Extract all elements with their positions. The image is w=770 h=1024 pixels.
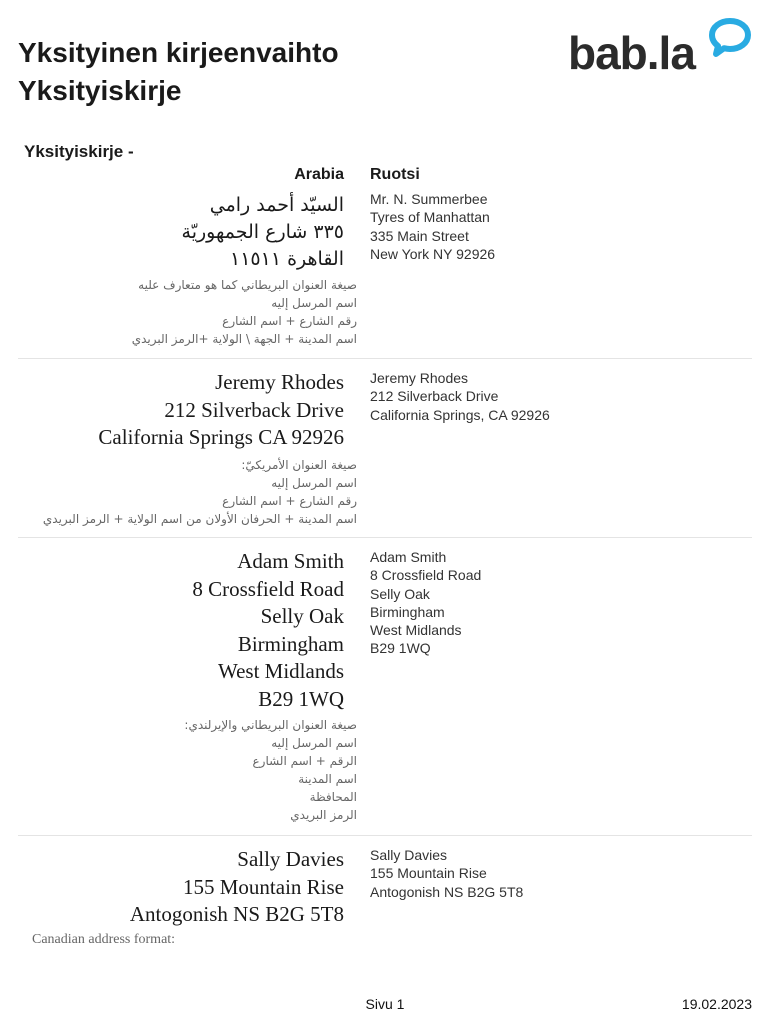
document-title bbox=[18, 34, 339, 110]
note-line: رقم الشارع + اسم الشارع bbox=[222, 494, 357, 508]
note-line: اسم المدينة + الجهة \ الولاية +الرمز البريدي bbox=[131, 332, 357, 346]
address-line: Adam Smith bbox=[237, 549, 344, 573]
address-line: Antogonish NS B2G 5T8 bbox=[129, 902, 344, 926]
column-heading-arabic: Arabia bbox=[294, 166, 344, 183]
translated-address bbox=[370, 548, 750, 658]
note-line: اسم المرسل إليه bbox=[271, 736, 357, 750]
address-line: Sally Davies bbox=[370, 847, 448, 863]
note-line: اسم المدينة bbox=[298, 772, 357, 786]
address-line: 212 Silverback Drive bbox=[164, 397, 344, 422]
note-line: اسم المرسل إليه bbox=[271, 476, 357, 490]
address-line: السيّد أحمد رامي bbox=[209, 194, 344, 216]
address-line: Adam Smith bbox=[370, 549, 447, 565]
title-line-1: Yksityinen kirjeenvaihto bbox=[18, 37, 339, 68]
column-heading-swedish: Ruotsi bbox=[370, 166, 420, 183]
source-address bbox=[14, 369, 344, 452]
note-line: المحافظة bbox=[309, 790, 357, 804]
source-address bbox=[14, 846, 344, 929]
address-line: ٣٣٥ شارع الجمهوريّة bbox=[181, 221, 344, 243]
address-line: 155 Mountain Rise bbox=[183, 874, 344, 899]
translated-address bbox=[370, 846, 750, 901]
note-line: صيغة العنوان البريطاني كما هو متعارف عليه bbox=[138, 278, 357, 292]
address-line: Tyres of Manhattan bbox=[370, 209, 490, 226]
arabic-address bbox=[14, 192, 344, 273]
address-line: Birmingham bbox=[370, 603, 445, 620]
address-line: Selly Oak bbox=[260, 604, 344, 628]
address-line: California Springs, CA 92926 bbox=[370, 406, 550, 423]
address-format-note bbox=[32, 456, 357, 528]
address-format-note bbox=[32, 716, 357, 824]
address-line: California Springs CA 92926 bbox=[98, 425, 344, 449]
address-line: Antogonish NS B2G 5T8 bbox=[370, 883, 524, 900]
note-line: اسم المدينة + الحرفان الأولان من اسم الولاية + الرمز البريدي bbox=[42, 512, 357, 526]
address-line: B29 1WQ bbox=[370, 640, 431, 657]
document-date: 19.02.2023 bbox=[681, 996, 752, 1012]
address-line: West Midlands bbox=[217, 659, 344, 683]
note-line: صيغة العنوان البريطاني والإيرلندي: bbox=[184, 718, 357, 732]
divider bbox=[18, 835, 752, 836]
page-number: Sivu 1 bbox=[365, 996, 405, 1012]
address-line: New York NY 92926 bbox=[370, 245, 496, 262]
divider bbox=[18, 358, 752, 359]
address-line: Sally Davies bbox=[237, 847, 344, 871]
note-line: اسم المرسل إليه bbox=[271, 296, 357, 310]
note-line: رقم الشارع + اسم الشارع bbox=[222, 314, 357, 328]
address-line: West Midlands bbox=[370, 622, 462, 639]
note-line: صيغة العنوان الأمريكيّ: bbox=[241, 458, 357, 472]
translated-address bbox=[370, 369, 750, 424]
divider bbox=[18, 537, 752, 538]
address-line: Birmingham bbox=[237, 631, 344, 656]
address-line: 212 Silverback Drive bbox=[370, 388, 499, 405]
address-line: 155 Mountain Rise bbox=[370, 865, 487, 882]
address-line: 335 Main Street bbox=[370, 227, 469, 244]
address-format-note bbox=[32, 931, 357, 949]
address-line: 8 Crossfield Road bbox=[192, 576, 344, 601]
speech-bubble-icon bbox=[708, 18, 752, 62]
babla-logo[interactable] bbox=[568, 18, 758, 82]
address-line: Mr. N. Summerbee bbox=[370, 191, 488, 207]
section-heading: Yksityiskirje - bbox=[24, 142, 134, 161]
address-line: B29 1WQ bbox=[258, 686, 344, 711]
note-line: الرمز البريدي bbox=[290, 808, 357, 822]
title-line-2: Yksityiskirje bbox=[18, 75, 182, 106]
address-line: 8 Crossfield Road bbox=[370, 567, 482, 584]
logo-wordmark: bab.la bbox=[568, 27, 695, 79]
note-line: Canadian address format: bbox=[32, 932, 176, 947]
address-line: القاهرة ١١٥١١ bbox=[230, 248, 344, 270]
source-address bbox=[14, 548, 344, 713]
note-line: الرقم + اسم الشارع bbox=[252, 754, 357, 768]
address-format-note bbox=[32, 276, 357, 348]
address-line: Jeremy Rhodes bbox=[215, 370, 344, 394]
address-line: Jeremy Rhodes bbox=[370, 370, 469, 386]
translated-address bbox=[370, 190, 750, 263]
address-line: Selly Oak bbox=[370, 585, 430, 602]
